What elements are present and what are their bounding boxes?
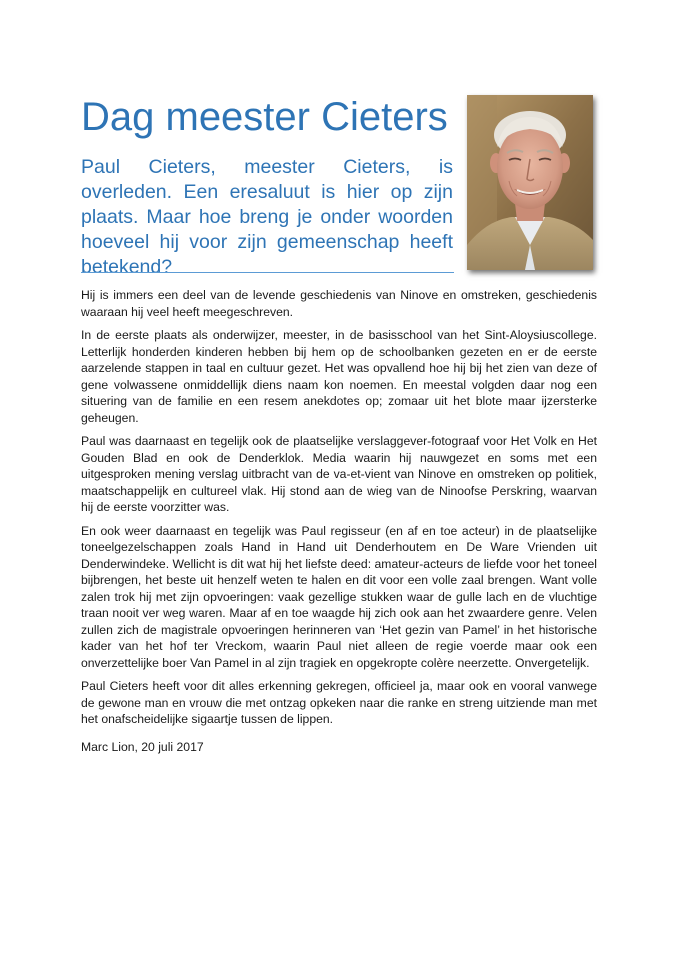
article-lead: Paul Cieters, meester Cieters, is overleden. Een eresaluut is hier op zijn plaats. Maar hoe breng je onder woorden hoeveel hij voor zijn gemeenschap heeft betekend? [81,156,453,278]
article-body [81,287,597,735]
body-paragraph: Hij is immers een deel van de levende geschiedenis van Ninove en omstreken, geschiedenis waaraan hij veel heeft meegeschreven. [81,288,597,319]
body-paragraph: En ook weer daarnaast en tegelijk was Paul regisseur (en af en toe acteur) in de plaatselijke toneelgezelschappen zoals Hand in Hand uit Denderhoutem en De Ware Vrienden uit Denderwindeke. Wellicht is dit wat hij het liefste deed: amateur-acteurs de liefde voor het toneel bijbrengen, het beste uit henzelf weten te halen en dit voor een volle zaal brengen. Want volle zalen trok hij met zijn opvoeringen: vaak gezellige stukken waar de gulle lach en de vluchtige traan nooit ver weg waren. Maar af en toe waagde hij zich ook aan het zwaardere genre. Velen zullen zich de magistrale opvoeringen herinneren van ‘Het gezin van Pamel’ in het historische kader van het hof ter Vreckom, waarin Paul niet alleen de regie voerde maar ook een onverzettelijke boer Van Pamel in al zijn tragiek en opgekropte colère neerzette. Onvergetelijk. [81,523,597,670]
portrait-illustration [467,95,593,270]
article-title: Dag meester Cieters [81,95,448,139]
body-paragraph: In de eerste plaats als onderwijzer, meester, in de basisschool van het Sint-Aloysiuscollege. Letterlijk honderden kinderen hebben bij hem op de schoolbanken gezeten en er de eerste aarzelende stappen in taal en cultuur gezet. Het was opvallend hoe hij bij het zien van deze of gene volwassene onmiddellijk diens naam kon noemen. En meestal volgden daar nog een situering van de familie en een resem anekdotes op; zomaar uit het blote maar ijzersterke geheugen. [81,328,597,425]
body-paragraph: Paul was daarnaast en tegelijk ook de plaatselijke verslaggever-fotograaf voor Het Volk en Het Gouden Blad en ook de Denderklok. Media waarin hij nauwgezet en soms met een uitgesproken mening verslag uitbracht van de va-et-vient van Ninove en omstreken op politiek, maatschappelijk en cultureel vlak. Hij stond aan de wieg van de Ninoofse Perskring, waarvan hij de eerste voorzitter was. [81,434,597,514]
portrait-photo [467,95,593,270]
author-signature: Marc Lion, 20 juli 2017 [81,740,204,754]
lead-divider [81,272,454,273]
body-paragraph: Paul Cieters heeft voor dit alles erkenning gekregen, officieel ja, maar ook en vooral vanwege de gewone man en vrouw die met ontzag opkeken naar die ranke en streng uitziende man met het onafscheidelijke sigaartje tussen de lippen. [81,679,597,726]
